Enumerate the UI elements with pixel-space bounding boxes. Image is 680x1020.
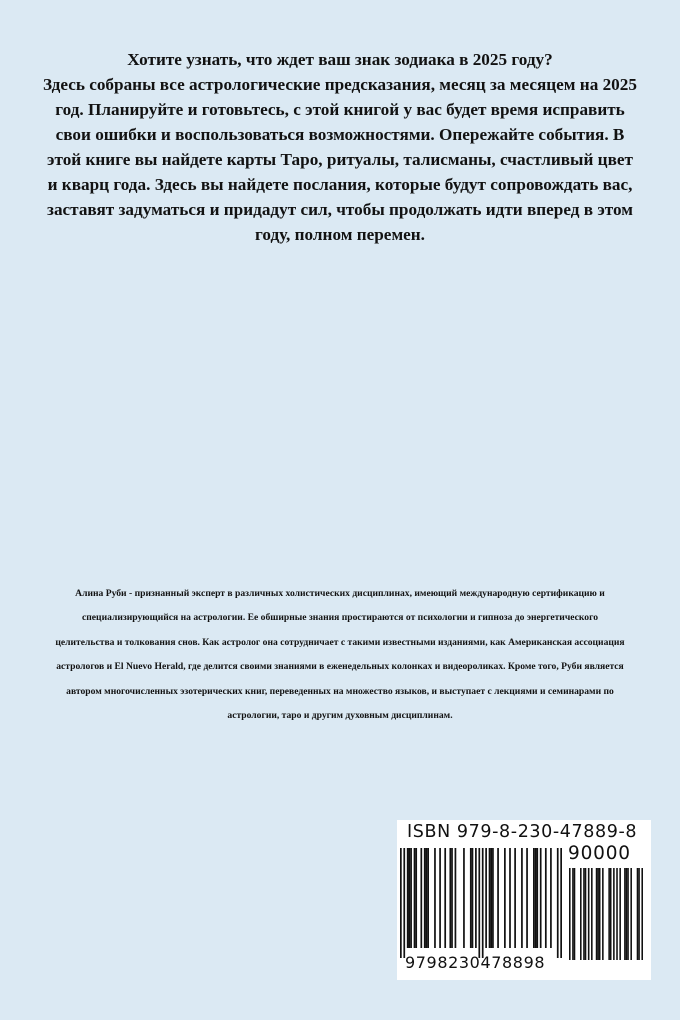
ean5-bar <box>569 868 571 960</box>
ean13-bar <box>550 848 552 948</box>
ean13-bar <box>434 848 436 948</box>
ean13-bar <box>509 848 511 948</box>
ean5-bar <box>637 868 639 960</box>
ean13-bar <box>540 848 542 948</box>
ean5-bar <box>630 868 632 960</box>
ean13-bar <box>420 848 422 948</box>
ean5-bar <box>572 868 574 960</box>
ean13-bar <box>497 848 499 948</box>
ean13-bar <box>439 848 441 948</box>
ean13-guard-bar <box>560 848 562 958</box>
ean13-bar <box>426 848 428 948</box>
ean13-bar <box>407 848 409 948</box>
ean5-bar <box>588 868 590 960</box>
ean13-guard-bar <box>478 848 480 958</box>
ean13-bar <box>545 848 547 948</box>
ean13-bar <box>489 848 491 948</box>
ean13-bar <box>472 848 474 948</box>
ean5-bar <box>597 868 599 960</box>
ean13-bar <box>490 848 492 948</box>
ean13-bar <box>410 848 412 948</box>
ean5-bar <box>591 868 593 960</box>
ean13-bar <box>514 848 516 948</box>
ean5-bar <box>613 868 615 960</box>
ean13-bar <box>492 848 494 948</box>
ean13-bar <box>427 848 429 948</box>
ean13-bar <box>424 848 426 948</box>
ean13-bar <box>409 848 411 948</box>
ean5-bar <box>599 868 601 960</box>
ean13-bar <box>414 848 416 948</box>
blurb-body: Здесь собраны все астрологические предсказания, месяц за месяцем на 2025 год. Планируйте и готовьтесь, с этой книгой у вас будет время исправить свои ошибки и воспользоваться возможностями. Опережайте события. В этой книге вы найдете карты Таро, ритуалы, талисманы, счастливый цвет и кварц года. Здесь вы найдете послания, которые будут сопровождать вас, заставят задуматься и придадут сил, чтобы продолжать идти вперед в этом году, полном перемен. <box>43 75 637 244</box>
ean13-guard-bar <box>403 848 405 958</box>
ean13-bar <box>536 848 538 948</box>
ean5-bar <box>616 868 618 960</box>
ean5-bar <box>583 868 585 960</box>
ean5-bar <box>580 868 582 960</box>
ean13-bar <box>415 848 417 948</box>
ean13-bar <box>521 848 523 948</box>
blurb-question: Хотите узнать, что ждет ваш знак зодиака в 2025 году? <box>127 50 553 69</box>
ean13-bar <box>533 848 535 948</box>
ean5-bar <box>624 868 626 960</box>
ean5-bar <box>641 868 643 960</box>
ean13-bar <box>535 848 537 948</box>
barcode-addon-label: 90000 <box>568 843 631 864</box>
ean5-bar <box>596 868 598 960</box>
ean5-bar <box>574 868 576 960</box>
ean13-bar <box>475 848 477 948</box>
isbn-barcode <box>397 820 651 980</box>
ean5-bar <box>602 868 604 960</box>
ean13-bar <box>526 848 528 948</box>
ean13-bars <box>400 848 562 960</box>
ean-digits: 9798230478898 <box>405 953 546 972</box>
ean13-guard-bar <box>557 848 559 958</box>
ean13-bar <box>444 848 446 948</box>
ean5-addon-bars <box>569 868 643 960</box>
ean13-bar <box>451 848 453 948</box>
ean13-bar <box>455 848 457 948</box>
author-bio: Алина Руби - признанный эксперт в различных холистических дисциплинах, имеющий международную сертификацию и специализирующийся на астрологии. Ее обширные знания простираются от психологии и гипноза до энергетического целительства и толкования снов. Как астролог она сотрудничает с такими известными изданиями, как Американская ассоциация астрологов и El Nuevo Herald, где делится своими знаниями в еженедельных колонках и видеороликах. Кроме того, Руби является автором многочисленных эзотерических книг, переведенных на множество языков, и выступает с лекциями и семинарами по астрологии, таро и другим духовным дисциплинам. <box>55 588 625 722</box>
ean5-bar <box>638 868 640 960</box>
ean5-bar <box>619 868 621 960</box>
ean5-bar <box>585 868 587 960</box>
ean13-bar <box>504 848 506 948</box>
ean13-bar <box>449 848 451 948</box>
ean13-guard-bar <box>400 848 402 958</box>
ean5-bar <box>626 868 628 960</box>
ean5-bar <box>608 868 610 960</box>
ean13-bar <box>470 848 472 948</box>
ean5-bar <box>610 868 612 960</box>
ean13-bar <box>485 848 487 948</box>
ean13-bar <box>463 848 465 948</box>
isbn-label: ISBN 979-8-230-47889-8 <box>407 822 638 842</box>
ean5-bar <box>627 868 629 960</box>
back-cover-blurb <box>40 47 640 247</box>
ean13-guard-bar <box>482 848 484 958</box>
